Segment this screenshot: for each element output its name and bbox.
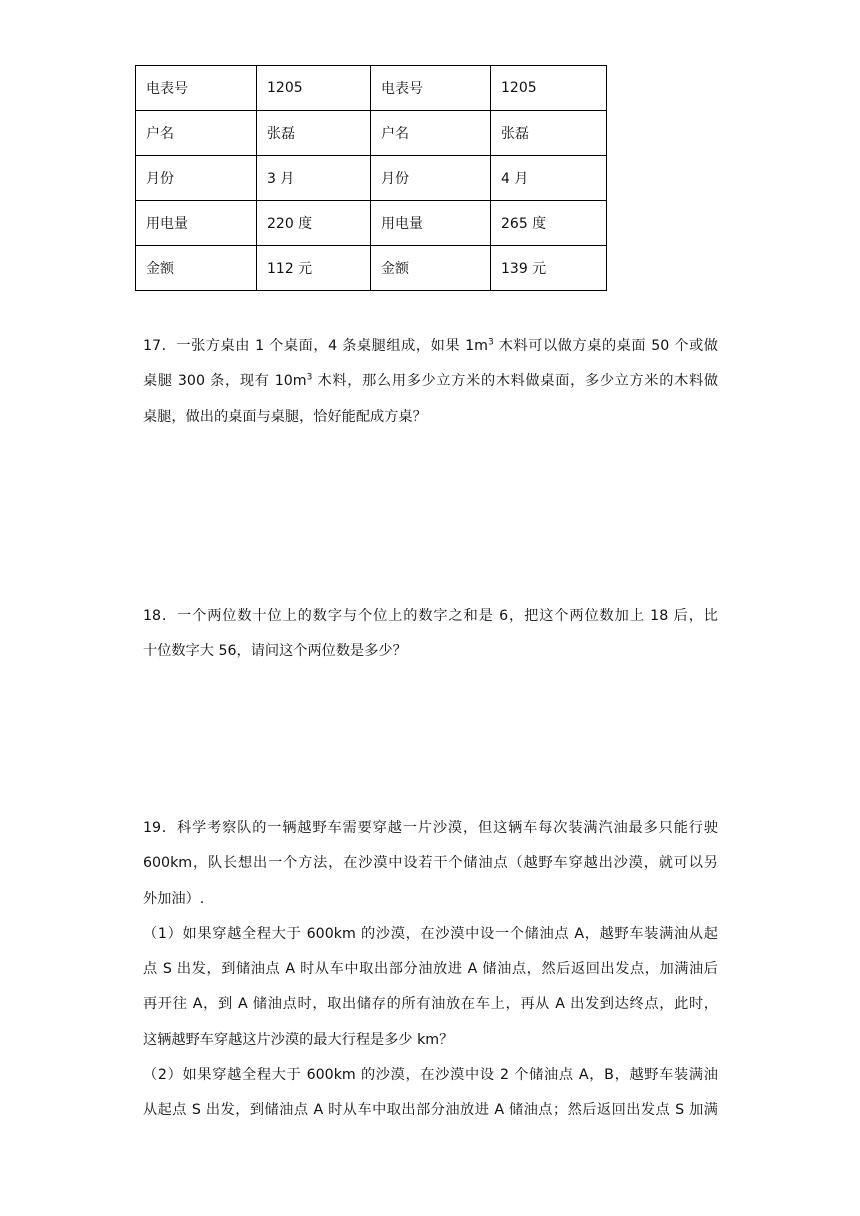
question-line <box>143 364 718 399</box>
table-cell: 金额 <box>371 246 491 291</box>
text-run: 17．一张方桌由 1 个桌面，4 条桌腿组成，如果 1m <box>143 338 488 354</box>
text-run: 桌腿 300 条，现有 10m <box>143 373 307 390</box>
question-line: 再开往 A，到 A 储油点时，取出储存的所有油放在车上，再从 A 出发到达终点，此时， <box>143 996 718 1013</box>
table-row <box>136 111 607 156</box>
table-cell: 220 度 <box>257 201 371 246</box>
table-cell: 1205 <box>257 66 371 111</box>
table-cell: 月份 <box>371 156 491 201</box>
table-row <box>136 156 607 201</box>
text-run: 木料可以做方桌的桌面 50 个或做 <box>493 338 718 354</box>
superscript: 3 <box>488 337 494 348</box>
question-line: 从起点 S 出发，到储油点 A 时从车中取出部分油放进 A 储油点；然后返回出发点 S 加满 <box>143 1102 718 1119</box>
question-line: 这辆越野车穿越这片沙漠的最大行程是多少 km？ <box>143 1031 454 1048</box>
table-row <box>136 246 607 291</box>
table-cell: 张磊 <box>257 111 371 156</box>
table-cell: 月份 <box>136 156 257 201</box>
question-19 <box>143 811 718 1129</box>
table-cell: 户名 <box>136 111 257 156</box>
question-18 <box>143 599 718 670</box>
table-cell: 电表号 <box>136 66 257 111</box>
question-17 <box>143 329 718 435</box>
table-row <box>136 201 607 246</box>
table-cell: 电表号 <box>371 66 491 111</box>
table-cell: 用电量 <box>371 201 491 246</box>
question-line: 外加油）. <box>143 890 205 907</box>
question-line: 18．一个两位数十位上的数字与个位上的数字之和是 6，把这个两位数加上 18 后，比 <box>143 608 718 624</box>
question-line: （1）如果穿越全程大于 600km 的沙漠，在沙漠中设一个储油点 A，越野车装满油从起 <box>143 925 718 942</box>
table-cell: 3 月 <box>257 156 371 201</box>
table-cell: 金额 <box>136 246 257 291</box>
table-cell: 用电量 <box>136 201 257 246</box>
superscript: 3 <box>306 372 313 383</box>
question-line: 19．科学考察队的一辆越野车需要穿越一片沙漠，但这辆车每次装满汽油最多只能行驶 <box>143 820 718 836</box>
table-cell: 1205 <box>491 66 607 111</box>
question-line: （2）如果穿越全程大于 600km 的沙漠，在沙漠中设 2 个储油点 A，B，越野车装满油 <box>143 1067 718 1084</box>
question-line: 600km，队长想出一个方法，在沙漠中设若干个储油点（越野车穿越出沙漠，就可以另 <box>143 855 718 872</box>
table-cell: 户名 <box>371 111 491 156</box>
question-line: 十位数字大 56，请问这个两位数是多少？ <box>143 643 407 660</box>
electricity-bill-table <box>135 65 607 291</box>
question-line: 点 S 出发，到储油点 A 时从车中取出部分油放进 A 储油点，然后返回出发点，加满油后 <box>143 961 718 978</box>
table-cell: 139 元 <box>491 246 607 291</box>
table-cell: 265 度 <box>491 201 607 246</box>
question-line: 桌腿，做出的桌面与桌腿，恰好能配成方桌？ <box>143 408 427 425</box>
table-cell: 4 月 <box>491 156 607 201</box>
table-row <box>136 66 607 111</box>
table-cell: 张磊 <box>491 111 607 156</box>
table-cell: 112 元 <box>257 246 371 291</box>
text-run: 木料，那么用多少立方米的木料做桌面，多少立方米的木料做 <box>312 373 719 390</box>
question-line <box>143 329 718 364</box>
